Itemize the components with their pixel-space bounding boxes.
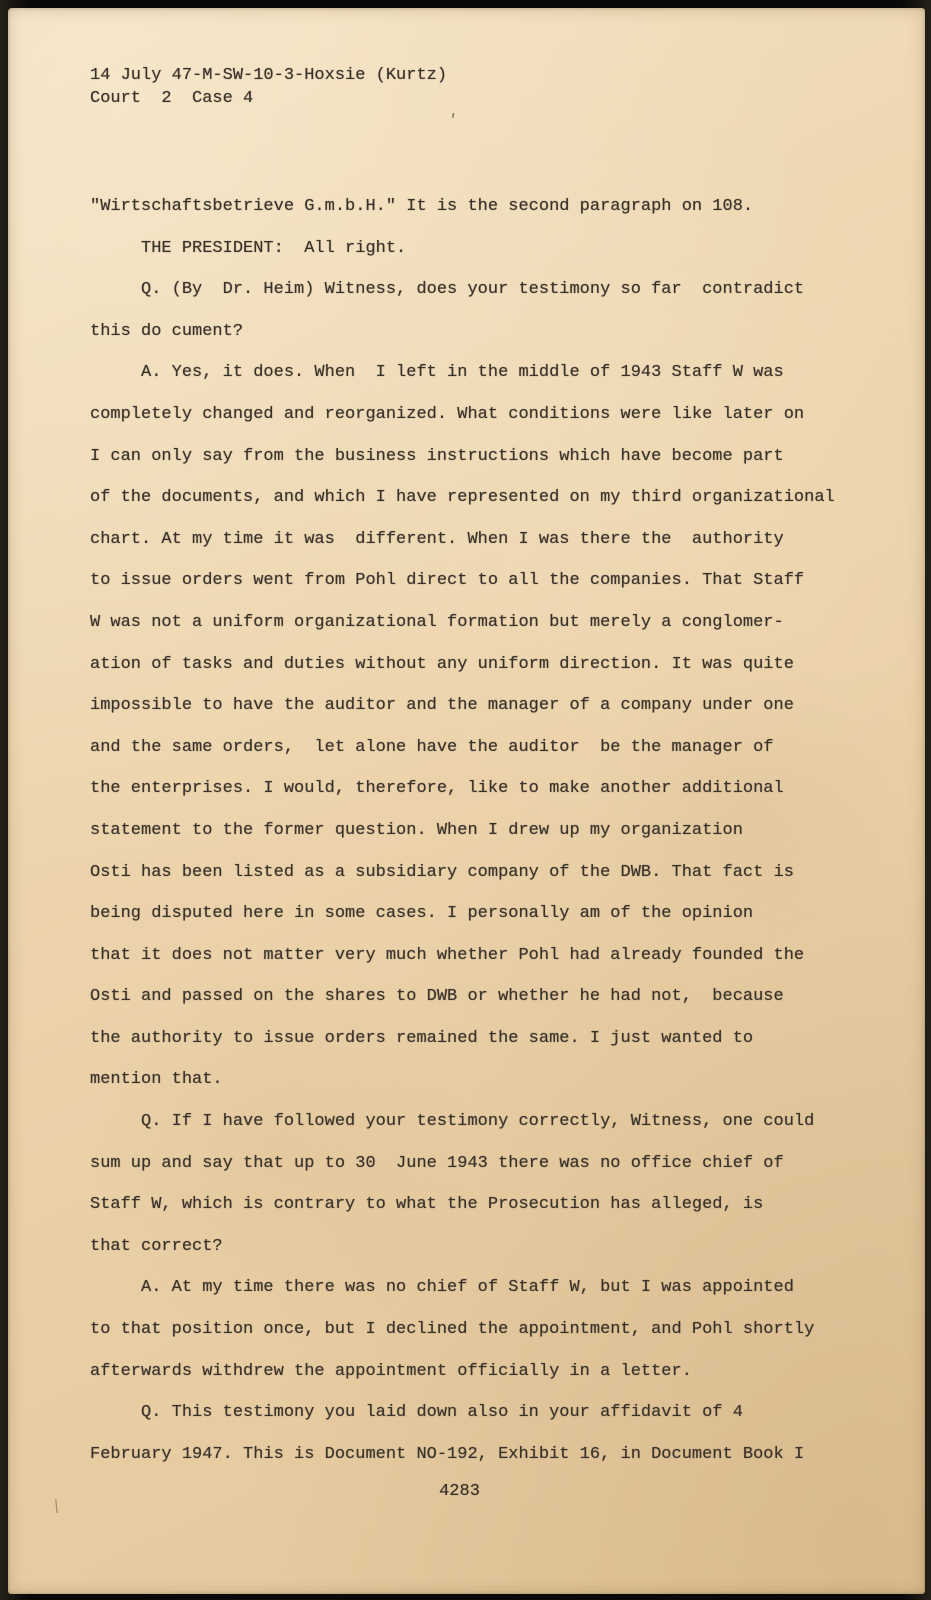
- body-lines: [90, 186, 835, 1475]
- typed-line: W was not a uniform organizational formation but merely a conglomer-: [90, 612, 784, 632]
- page-header: [90, 64, 447, 110]
- typed-line: the enterprises. I would, therefore, like to make another additional: [90, 779, 784, 799]
- typed-line: statement to the former question. When I drew up my organization: [90, 820, 743, 840]
- typed-line: A. At my time there was no chief of Staff W, but I was appointed: [90, 1278, 794, 1298]
- typed-line: A. Yes, it does. When I left in the middle of 1943 Staff W was: [90, 363, 784, 383]
- typed-line: and the same orders, let alone have the auditor be the manager of: [90, 737, 774, 757]
- typed-line: to issue orders went from Pohl direct to all the companies. That Staff: [90, 571, 805, 591]
- typed-line: Q. (By Dr. Heim) Witness, does your testimony so far contradict: [90, 280, 805, 300]
- stray-mark-bottom: |: [51, 1497, 62, 1516]
- typed-line: ation of tasks and duties without any uniform direction. It was quite: [90, 654, 794, 674]
- typed-line: Q. This testimony you laid down also in your affidavit of 4: [90, 1403, 743, 1423]
- typed-line: the authority to issue orders remained the same. I just wanted to: [90, 1028, 754, 1048]
- typed-line: impossible to have the auditor and the manager of a company under one: [90, 696, 794, 716]
- header-dictation-line: 14 July 47-M-SW-10-3-Hoxsie (Kurtz): [90, 66, 448, 85]
- paper-sheet: [8, 8, 925, 1594]
- typed-line: of the documents, and which I have represented on my third organizational: [90, 488, 835, 508]
- typed-line: that it does not matter very much whether Pohl had already founded the: [90, 945, 805, 965]
- typed-line: "Wirtschaftsbetrieve G.m.b.H." It is the second paragraph on 108.: [90, 197, 754, 216]
- typed-line: Osti has been listed as a subsidiary company of the DWB. That fact is: [90, 862, 794, 882]
- typed-line: to that position once, but I declined the appointment, and Pohl shortly: [90, 1320, 815, 1340]
- page-number: 4283: [439, 1482, 480, 1501]
- stray-mark-top: ': [446, 111, 459, 130]
- typed-line: February 1947. This is Document NO-192, Exhibit 16, in Document Book I: [90, 1444, 805, 1464]
- typed-line: chart. At my time it was different. When I was there the authority: [90, 529, 784, 549]
- header-court-case-line: Court 2 Case 4: [90, 89, 254, 108]
- typed-line: Osti and passed on the shares to DWB or whether he had not, because: [90, 987, 784, 1007]
- typed-line: THE PRESIDENT: All right.: [90, 238, 407, 258]
- typed-line: afterwards withdrew the appointment officially in a letter.: [90, 1361, 692, 1381]
- typed-line: being disputed here in some cases. I personally am of the opinion: [90, 904, 754, 924]
- typed-line: mention that.: [90, 1070, 223, 1090]
- typed-line: I can only say from the business instructions which have become part: [90, 446, 784, 466]
- typed-line: Staff W, which is contrary to what the Prosecution has alleged, is: [90, 1195, 764, 1215]
- typed-line: Q. If I have followed your testimony correctly, Witness, one could: [90, 1112, 815, 1132]
- typed-line: sum up and say that up to 30 June 1943 there was no office chief of: [90, 1153, 784, 1173]
- typed-line: this do cument?: [90, 321, 244, 341]
- typed-line: completely changed and reorganized. What conditions were like later on: [90, 404, 805, 424]
- typed-line: that correct?: [90, 1236, 223, 1256]
